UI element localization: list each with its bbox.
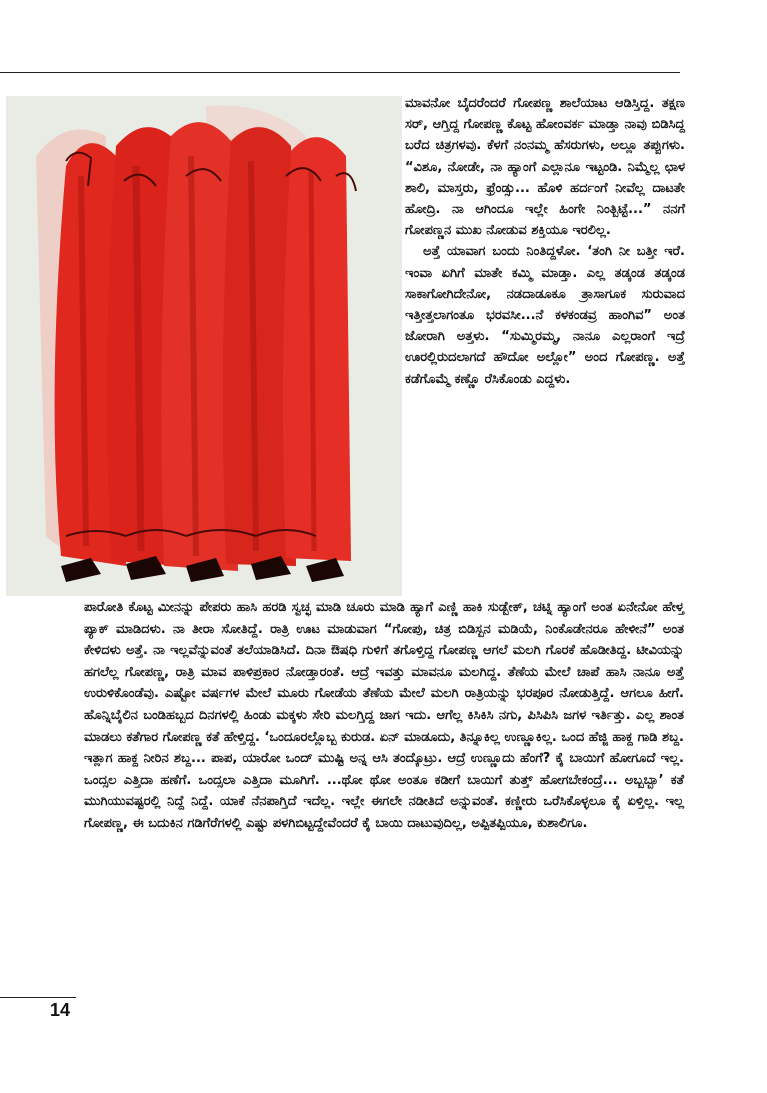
top-rule <box>0 72 680 73</box>
full-width-text <box>84 597 684 835</box>
paragraph-2-column: ಅತ್ತೆ ಯಾವಾಗ ಬಂದು ನಿಂತಿದ್ದಳೋ. ‘ತಂಗಿ ನೀ ಬತ್ತೀ ಇರೆ. ಇಂವಾ ಏಗಿಗೆ ಮಾತೇ ಕಮ್ಮಿ ಮಾಡ್ತಾ. ಎಲ್ಲ ತಡ್ಕಂಡ ತಡ್ಕಂಡ ಸಾಕಾಗೋಗಿದೇನೋ, ನಡದಾಡೂಕೂ ತ್ರಾಸಾಗೂಕ ಸುರುವಾದ ಇತ್ತೀತ್ತಲಾಗಂತೂ ಭರವಸೀ...ನೆ ಕಳಕಂಡವ್ರ ಹಾಂಗಿವ” ಅಂತ ಜೋರಾಗಿ ಅತ್ತಳು. “ಸುಮ್ಮಿರಮ್ಮ, ನಾನೂ ಎಲ್ಲರಾಂಗೆ ಇದ್ರೆ ಊರಲ್ಲಿರುದಲಾಗದೆ ಹೌದೋ ಅಲ್ಲೋ” ಅಂದ ಗೋಪಣ್ಣ. ಅತ್ತೆ ಕಡೆಗೊಮ್ಮೆ ಕಣ್ಣೊ ರೆಸಿಕೊಂಡು ಎದ್ದಳು. <box>405 244 685 387</box>
page-number: 14 <box>50 1000 71 1020</box>
column-text <box>405 93 685 390</box>
bottom-rule <box>0 997 76 998</box>
painting-svg <box>6 96 402 596</box>
painting-illustration <box>6 96 402 596</box>
paragraph-1: ಮಾವನೋ ಬೈದರೆಂದರೆ ಗೋಪಣ್ಣ ಶಾಲೆಯಾಟ ಆಡಿಸ್ತಿದ್ದ. ತಕ್ಷಣ ಸರ್, ಆಗ್ತಿದ್ದ ಗೋಪಣ್ಣ ಕೊಟ್ಟ ಹೋಂವರ್ಕ ಮಾಡ್ತಾ ನಾವು ಬಿಡಿಸಿದ್ದ ಬರೆದ ಚಿತ್ರಗಳವು. ಕೆಳಗೆ ನಂನಮ್ಮ ಹೆಸರುಗಳು, ಅಲ್ಲೂ ತಪ್ಪುಗಳು. “ವಿಶೂ, ನೋಡೇ, ನಾ ಹ್ಯಾಂಗೆ ಎಲ್ಲಾನೂ ಇಟ್ಟಂಡಿ. ನಿಮ್ಮೆಲ್ಲ ಛಾಳ ಶಾಲಿ, ಮಾಸ್ತರು, ಫ್ರೆಂಡ್ಸು... ಹೊಳಿ ಹರ್ದಂಗೆ ನೀವೆಲ್ಲ ದಾಟತೇ ಹೋದ್ರಿ. ನಾ ಆಗಿಂದೂ ಇಲ್ಲೇ ಹಿಂಗೇ ನಿಂತ್ಬಿಟ್ಟೆ...” ನನಗೆ ಗೋಪಣ್ಣನ ಮುಖ ನೋಡುವ ಶಕ್ತಿಯೂ ಇರಲಿಲ್ಲ. <box>405 96 685 239</box>
paragraph-2-full: ಪಾರೋತಿ ಕೊಟ್ಟ ಮೀನನ್ನು ಪೇಪರು ಹಾಸಿ ಹರಡಿ ಸ್ವಚ್ಛ ಮಾಡಿ ಚೂರು ಮಾಡಿ ಹ್ಯಾಗೆ ಎಣ್ಣಿ ಹಾಕಿ ಸುಡ್ಬೇಕ್, ಚಟ್ನಿ ಹ್ಯಾಂಗೆ ಅಂತ ಏನೇನೋ ಹೇಳ್ತ ಪ್ಯಾಕ್ ಮಾಡಿದಳು. ನಾ ತೀರಾ ಸೋತಿದ್ದೆ. ರಾತ್ರಿ ಊಟ ಮಾಡುವಾಗ “ಗೋಪು, ಚಿತ್ರ ಬಿಡಿಸ್ಬನ ಮಡಿಯೆ, ನಿಂಕೊಡೇನರೂ ಹೇಳೀನೆ” ಅಂತ ಕೇಳಿದಳು ಅತ್ತೆ. ನಾ ಇಲ್ಲವೆನ್ನುವಂತೆ ತಲೆಯಾಡಿಸಿದೆ. ದಿನಾ ಔಷಧಿ ಗುಳಿಗೆ ತಗೊಳ್ತಿದ್ದ ಗೋಪಣ್ಣ ಆಗಲೆ ಮಲಗಿ ಗೊರಕೆ ಹೊಡೀತಿದ್ದ. ಟೀವಿಯನ್ನು ಹಗಲೆಲ್ಲ ಗೋಪಣ್ಣ, ರಾತ್ರಿ ಮಾವ ಪಾಳಿಪ್ರಕಾರ ನೋಡ್ತಾರಂತೆ. ಆದ್ರೆ ಇವತ್ತು ಮಾವನೂ ಮಲಗಿದ್ದ. ತೆಣೆಯ ಮೇಲೆ ಚಾಪೆ ಹಾಸಿ ನಾನೂ ಅತ್ತೆ ಉರುಳಿಕೊಂಡೆವು. ಎಷ್ಟೋ ವರ್ಷಗಳ ಮೇಲೆ ಮೂರು ಗೋಡೆಯ ತೆಣೆಯ ಮೇಲೆ ಮಲಗಿ ರಾತ್ರಿಯನ್ನು ಭರಪೂರ ನೋಡುತ್ತಿದ್ದೆ. ಆಗಲೂ ಹೀಗೆ. ಹೊನ್ನಿಬೈಲಿನ ಬಂಡಿಹಬ್ಬದ ದಿನಗಳಲ್ಲಿ ಹಿಂಡು ಮಕ್ಕಳು ಸೇರಿ ಮಲಗ್ತಿದ್ದ ಜಾಗ ಇದು. ಆಗೆಲ್ಲ ಕಿಸಿಕಿಸಿ ನಗು, ಪಿಸಿಪಿಸಿ ಜಗಳ ಇರ್ತಿತ್ತು. ಎಲ್ಲ ಶಾಂತ ಮಾಡಲು ಕತೆಗಾರ ಗೋಪಣ್ಣ ಕತೆ ಹೇಳ್ತಿದ್ದ. ‘ಒಂದೂರಲ್ಲೊಬ್ಬ ಕುರುಡ. ಏನ್ ಮಾಡೂದು, ತಿನ್ನೂಕಿಲ್ಲ ಉಣ್ಣೂಕಿಲ್ಲ. ಒಂದ ಹೆಜ್ಜಿ ಹಾಕ್ದ ಗಾಡಿ ಶಬ್ದ. ಇತ್ಲಾಗ ಹಾಕ್ದ ನೀರಿನ ಶಬ್ದ... ಪಾಪ, ಯಾರೋ ಒಂದ್ ಮುಷ್ಟಿ ಅನ್ನ ಆಸಿ ತಂದ್ಕೊಟ್ರು. ಆದ್ರೆ ಉಣ್ಣೂದು ಹೆಂಗೆ? ಕೈ ಬಾಯಿಗೆ ಹೋಗೂದೆ ಇಲ್ಲ. ಒಂದ್ಸಲ ಎತ್ತಿದಾ ಹಣೆಗೆ. ಒಂದ್ಸಲಾ ಎತ್ತಿದಾ ಮೂಗಿಗೆ. ...ಥೋ ಥೋ ಅಂತೂ ಕಡೀಗೆ ಬಾಯಿಗೆ ತುತ್ತ್ ಹೋಗಬೇಕಂದ್ರೆ... ಅಬ್ಬಬ್ಬಾ’ ಕತೆ ಮುಗಿಯುವಷ್ಟರಲ್ಲಿ ನಿದ್ದೆ ನಿದ್ದೆ. ಯಾಕೆ ನೆನಪಾಗ್ತಿದೆ ಇದೆಲ್ಲ. ಇಲ್ಲೇ ಈಗಲೇ ನಡೀತಿದೆ ಅನ್ನುವಂತೆ. ಕಣ್ಣೀರು ಒರೆಸಿಕೊಳ್ಳಲೂ ಕೈ ಏಳ್ತಿಲ್ಲ. ಇಲ್ಲ ಗೋಪಣ್ಣ, ಈ ಬದುಕಿನ ಗಡಿಗೆರೆಗಳಲ್ಲಿ ಎಷ್ಟು ಪಳಗಿಬಿಟ್ಟದ್ದೇವೆಂದರೆ ಕೈ ಬಾಯಿ ದಾಟುವುದಿಲ್ಲ, ಅಪ್ಪಿತಪ್ಪಿಯೂ, ಕುಶಾಲಿಗೂ. <box>84 600 684 831</box>
